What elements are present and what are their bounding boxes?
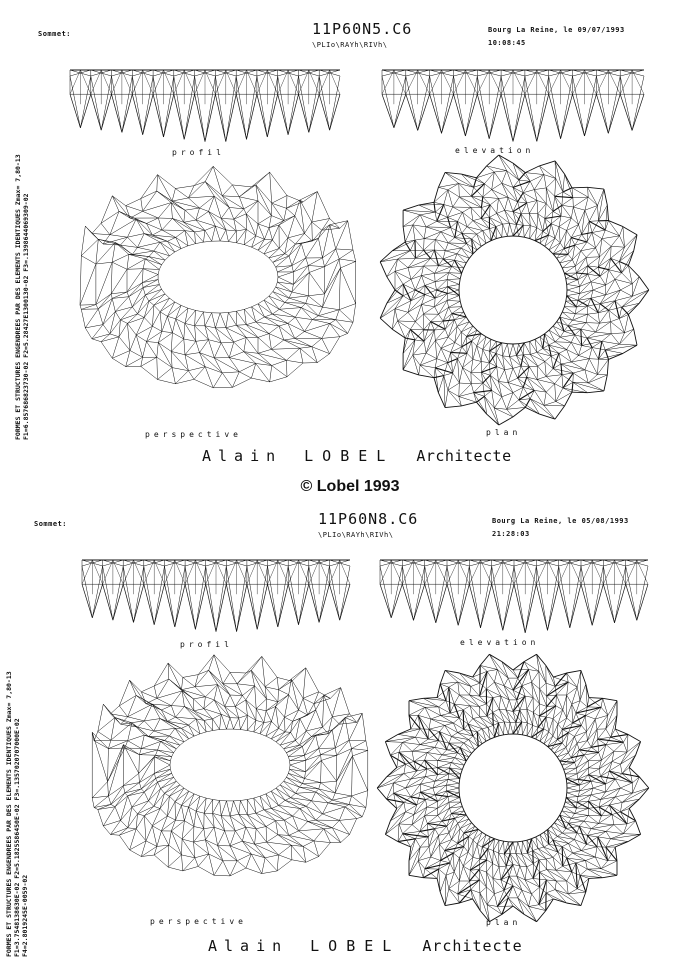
- architect-role: Architecte: [416, 447, 512, 465]
- place-date: Bourg La Reine, le 05/08/1993: [492, 517, 629, 525]
- plan-label: plan: [486, 428, 522, 437]
- side-annotation-line-2: F1=3.7548138630E-02 F2=5.1825586450E-02 F3=.1357020707000E-02: [13, 718, 21, 957]
- time-stamp: 10:08:45: [488, 39, 526, 47]
- profil-view: [82, 550, 350, 640]
- side-annotation: [14, 154, 30, 440]
- drawing-title: 11P60N8.C6: [318, 510, 419, 528]
- time-stamp: 21:28:03: [492, 530, 530, 538]
- side-annotation-line-3: F4=2.8019245E-0059-02: [21, 874, 29, 957]
- sommet-label: Sommet:: [34, 520, 68, 528]
- profil-label: profil: [172, 148, 225, 157]
- architect-last-name: LOBEL: [310, 937, 401, 955]
- architect-role: Architecte: [422, 937, 523, 955]
- file-path: \PLIo\RAYh\RIVh\: [318, 531, 394, 539]
- drawing-title: 11P60N5.C6: [312, 20, 413, 38]
- side-annotation: [5, 671, 29, 957]
- perspective-view: [68, 175, 368, 430]
- plan-label: plan: [486, 918, 522, 927]
- drawing-sheet-1: [0, 0, 700, 470]
- perspective-label: perspective: [150, 917, 247, 926]
- profil-view: [70, 60, 340, 150]
- architect-first-name: Alain: [208, 937, 289, 955]
- drawing-sheet-2: [0, 505, 700, 962]
- elevation-view: [382, 60, 644, 150]
- side-annotation-line-2: F1=6.857686823730-02 F2=5.28427E1300130-02 F3=.1398644069309-02: [22, 193, 30, 440]
- elevation-label: elevation: [455, 146, 535, 155]
- architect-signature: [208, 937, 523, 955]
- architect-last-name: LOBEL: [304, 447, 395, 465]
- elevation-label: elevation: [460, 638, 540, 647]
- perspective-view: [80, 663, 380, 918]
- plan-view: [378, 155, 648, 425]
- plan-view: [378, 653, 648, 923]
- architect-first-name: Alain: [202, 447, 283, 465]
- sommet-label: Sommet:: [38, 30, 72, 38]
- perspective-label: perspective: [145, 430, 242, 439]
- file-path: \PLIo\RAYh\RIVh\: [312, 41, 388, 49]
- side-annotation-line-1: FORMES ET STRUCTURES ENGENDREES PAR DES ELEMENTS IDENTIQUES Zmax= 7,80-13: [5, 671, 13, 957]
- side-annotation-line-1: FORMES ET STRUCTURES ENGENDREES PAR DES ELEMENTS IDENTIQUES Zmax= 7,80-13: [14, 154, 22, 440]
- place-date: Bourg La Reine, le 09/07/1993: [488, 26, 625, 34]
- profil-label: profil: [180, 640, 233, 649]
- architect-signature: [202, 447, 512, 465]
- elevation-view: [380, 550, 648, 640]
- copyright-notice: © Lobel 1993: [300, 478, 400, 495]
